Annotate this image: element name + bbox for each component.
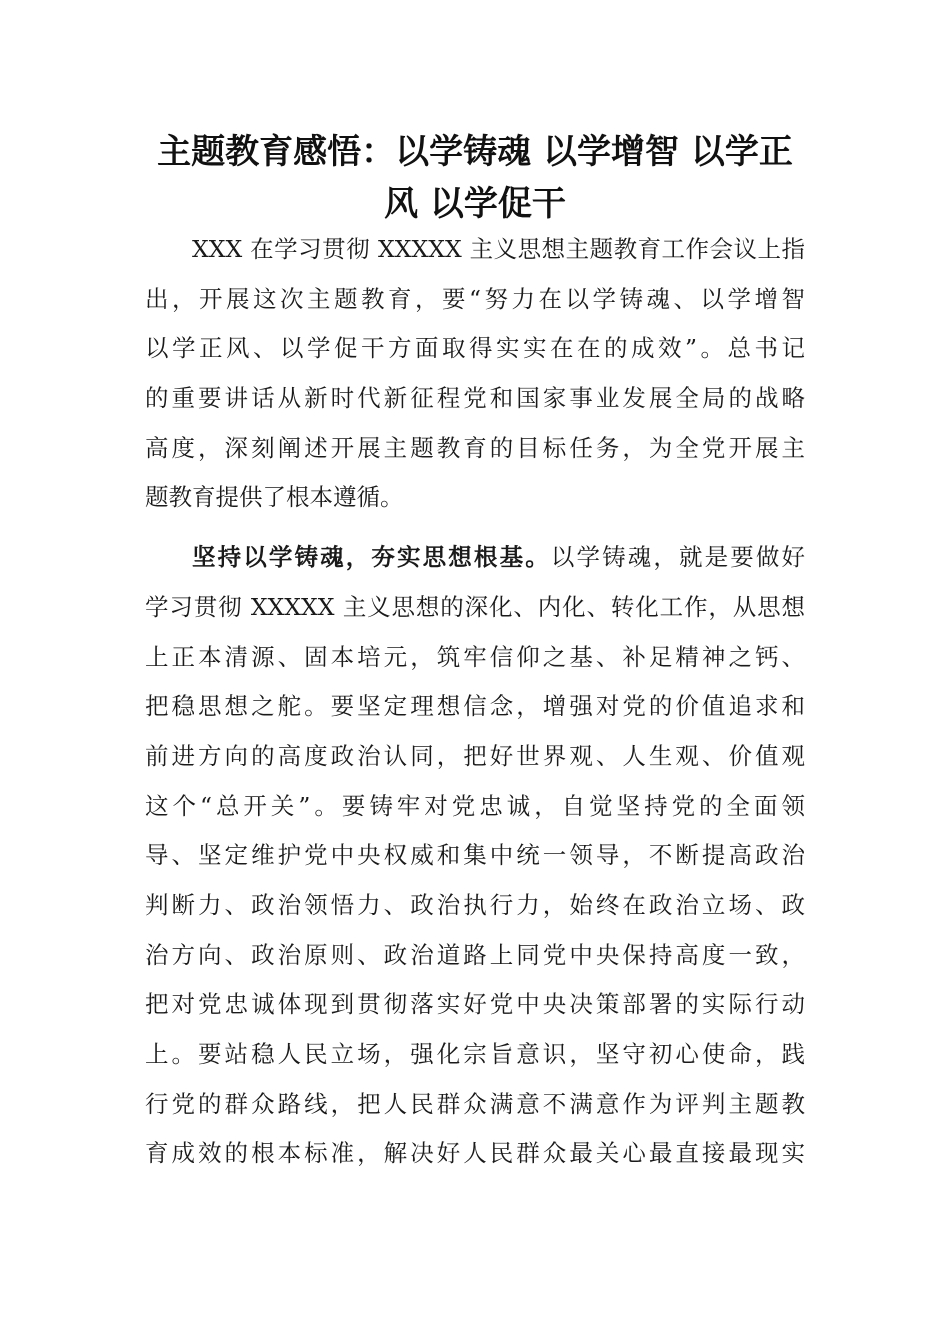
paragraph-line: 这个“总开关”。要铸牢对党忠诚，自觉坚持党的全面领 xyxy=(145,791,805,820)
paragraph-line: 出，开展这次主题教育，要“努力在以学铸魂、以学增智 xyxy=(145,284,805,313)
paragraph-line: 上正本清源、固本培元，筑牢信仰之基、补足精神之钙、 xyxy=(145,642,805,671)
title-line-1: 主题教育感悟：以学铸魂 以学增智 以学正 xyxy=(157,132,793,172)
paragraph-line: 把稳思想之舵。要坚定理想信念，增强对党的价值追求和 xyxy=(145,692,805,721)
paragraph-line: 学习贯彻 XXXXX 主义思想的深化、内化、转化工作，从思想 xyxy=(145,592,805,621)
paragraph-line: 前进方向的高度政治认同，把好世界观、人生观、价值观 xyxy=(145,741,805,770)
paragraph-line: 导、坚定维护党中央权威和集中统一领导，不断提高政治 xyxy=(145,841,805,870)
paragraph-text: 以学铸魂，就是要做好 xyxy=(550,543,806,572)
paragraph-intro xyxy=(145,225,805,523)
paragraph-section-1 xyxy=(145,533,805,1179)
paragraph-line: 育成效的根本标准，解决好人民群众最关心最直接最现实 xyxy=(145,1139,805,1168)
paragraph-line: 行党的群众路线，把人民群众满意不满意作为评判主题教 xyxy=(145,1089,805,1118)
document-title xyxy=(145,126,805,230)
paragraph-first-line xyxy=(145,533,805,583)
paragraph-line: XXX 在学习贯彻 XXXXX 主义思想主题教育工作会议上指 xyxy=(192,235,805,263)
document-body xyxy=(145,225,805,1179)
paragraph-line: 高度，深刻阐述开展主题教育的目标任务，为全党开展主 xyxy=(145,433,805,462)
paragraph-line: 以学正风、以学促干方面取得实实在在的成效”。总书记 xyxy=(145,334,805,363)
section-heading: 坚持以学铸魂，夯实思想根基。 xyxy=(192,543,551,572)
paragraph-line: 上。要站稳人民立场，强化宗旨意识，坚守初心使命，践 xyxy=(145,1040,805,1068)
paragraph-line: 治方向、政治原则、政治道路上同党中央保持高度一致， xyxy=(145,940,805,969)
title-line-2: 风 以学促干 xyxy=(384,184,566,224)
paragraph-line: 把对党忠诚体现到贯彻落实好党中央决策部署的实际行动 xyxy=(145,990,805,1019)
paragraph-line: 题教育提供了根本遵循。 xyxy=(145,483,404,512)
paragraph-line: 判断力、政治领悟力、政治执行力，始终在政治立场、政 xyxy=(145,890,805,919)
paragraph-line: 的重要讲话从新时代新征程党和国家事业发展全局的战略 xyxy=(145,384,805,413)
